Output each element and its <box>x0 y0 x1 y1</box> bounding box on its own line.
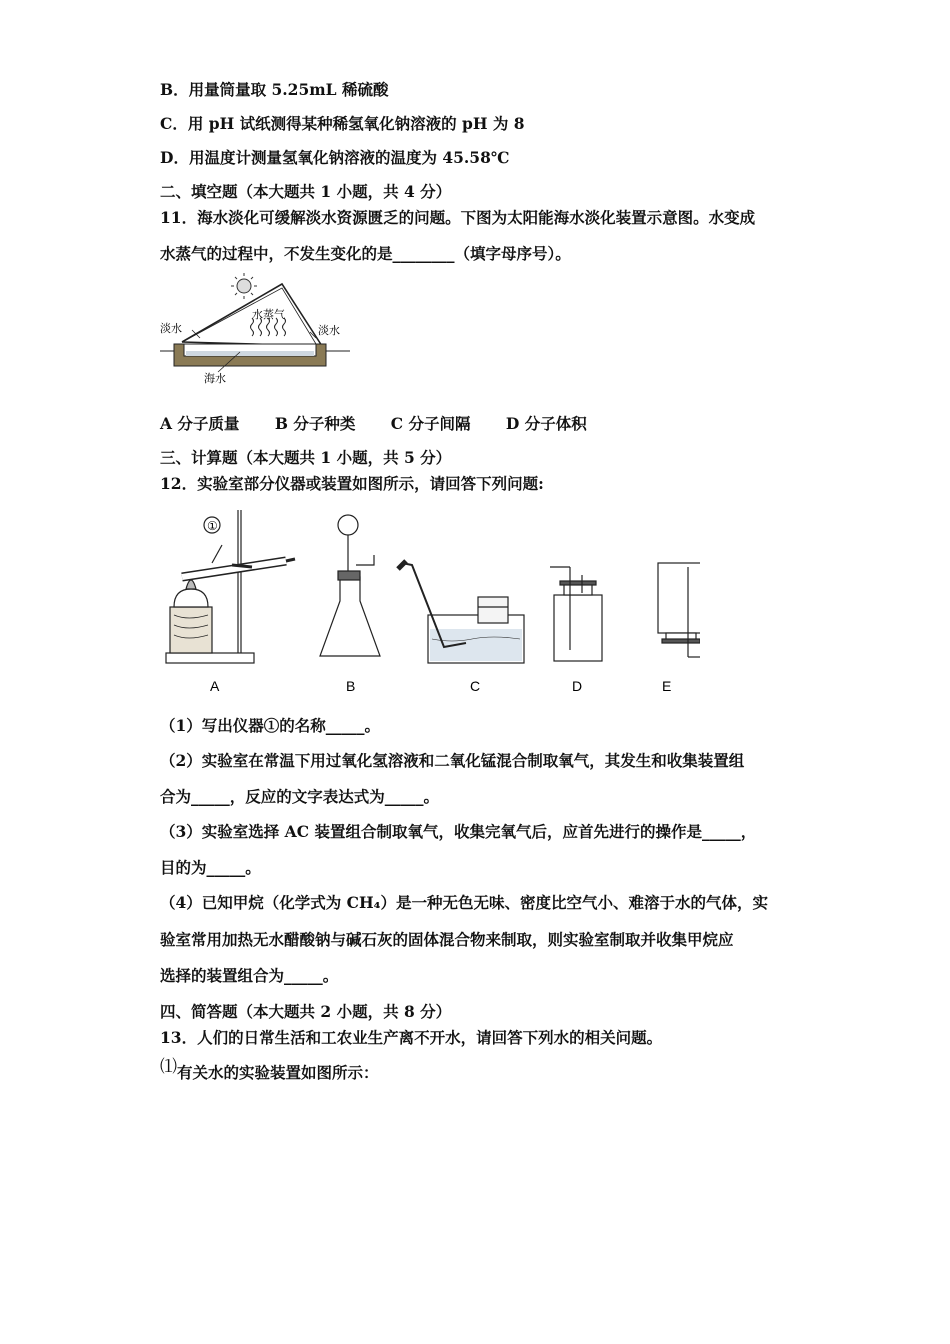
sun-icon <box>231 273 257 299</box>
section3-heading: 三、计算题（本大题共 1 小题，共 5 分） <box>160 448 452 467</box>
label-fresh-water-right: 淡水 <box>318 324 340 337</box>
label-d: D <box>572 678 583 694</box>
q13-sub1-text: 有关水的实验装置如图所示： <box>177 1063 379 1082</box>
q11-option-c: C 分子间隔 <box>390 414 471 433</box>
q13-stem: 13．人们的日常生活和工农业生产离不开水，请回答下列水的相关问题。 <box>160 1028 663 1047</box>
desalination-diagram <box>160 272 350 387</box>
label-a: A <box>210 678 220 694</box>
q12-part4-line2: 验室常用加热无水醋酸钠与碱石灰的固体混合物来制取，则实验室制取并收集甲烷应 <box>160 930 734 949</box>
q11-option-a: A 分子质量 <box>160 414 240 433</box>
section2-heading: 二、填空题（本大题共 1 小题，共 4 分） <box>160 182 452 201</box>
q11-option-b: B 分子种类 <box>274 414 356 433</box>
apparatus-b <box>320 515 380 656</box>
apparatus-e <box>658 563 700 657</box>
lab-apparatus-figure <box>160 505 700 700</box>
label-e: E <box>662 678 672 694</box>
q12-part3-line1: （3）实验室选择 AC 装置组合制取氧气，收集完氧气后，应首先进行的操作是_____， <box>160 822 757 841</box>
q12-part4-line3: 选择的装置组合为_____。 <box>160 966 339 985</box>
apparatus-a <box>166 510 295 663</box>
label-seawater: 海水 <box>204 372 226 385</box>
apparatus-d <box>550 567 602 661</box>
q11-option-d: D 分子体积 <box>505 414 587 433</box>
apparatus-c <box>398 561 524 663</box>
q12-part4-line1: （4）已知甲烷（化学式为 CH₄）是一种无色无味、密度比空气小、难溶于水的气体，实 <box>160 893 768 912</box>
label-b: B <box>346 678 356 694</box>
q11-line2: 水蒸气的过程中，不发生变化的是________（填字母序号）。 <box>160 244 571 263</box>
q10-option-c: C．用 pH 试纸测得某种稀氢氧化钠溶液的 pH 为 8 <box>160 114 525 133</box>
desalination-figure <box>160 272 350 387</box>
q11-line1: 11．海水淡化可缓解淡水资源匮乏的问题。下图为太阳能海水淡化装置示意图。水变成 <box>160 208 756 227</box>
marker-1: ① <box>207 519 218 533</box>
q12-part1: （1）写出仪器①的名称_____。 <box>160 716 381 735</box>
basin <box>160 344 350 366</box>
q13-sub1 <box>160 1058 379 1083</box>
q12-stem: 12．实验室部分仪器或装置如图所示，请回答下列问题: <box>160 474 544 493</box>
q12-part3-line2: 目的为_____。 <box>160 858 261 877</box>
lab-apparatus-diagram <box>160 505 700 700</box>
section4-heading: 四、简答题（本大题共 2 小题，共 8 分） <box>160 1002 452 1021</box>
q10-option-b: B．用量筒量取 5.25mL 稀硫酸 <box>160 80 389 99</box>
q11-options <box>160 412 617 434</box>
q13-sub1-number: ⑴ <box>160 1057 177 1077</box>
q12-part2-line1: （2）实验室在常温下用过氧化氢溶液和二氧化锰混合制取氧气，其发生和收集装置组 <box>160 751 745 770</box>
label-steam: 水蒸气 <box>252 308 285 321</box>
q12-part2-line2: 合为_____，反应的文字表达式为_____。 <box>160 787 440 806</box>
label-fresh-water-left: 淡水 <box>160 322 182 335</box>
label-c: C <box>470 678 481 694</box>
q10-option-d: D．用温度计测量氢氧化钠溶液的温度为 45.58℃ <box>160 148 510 167</box>
